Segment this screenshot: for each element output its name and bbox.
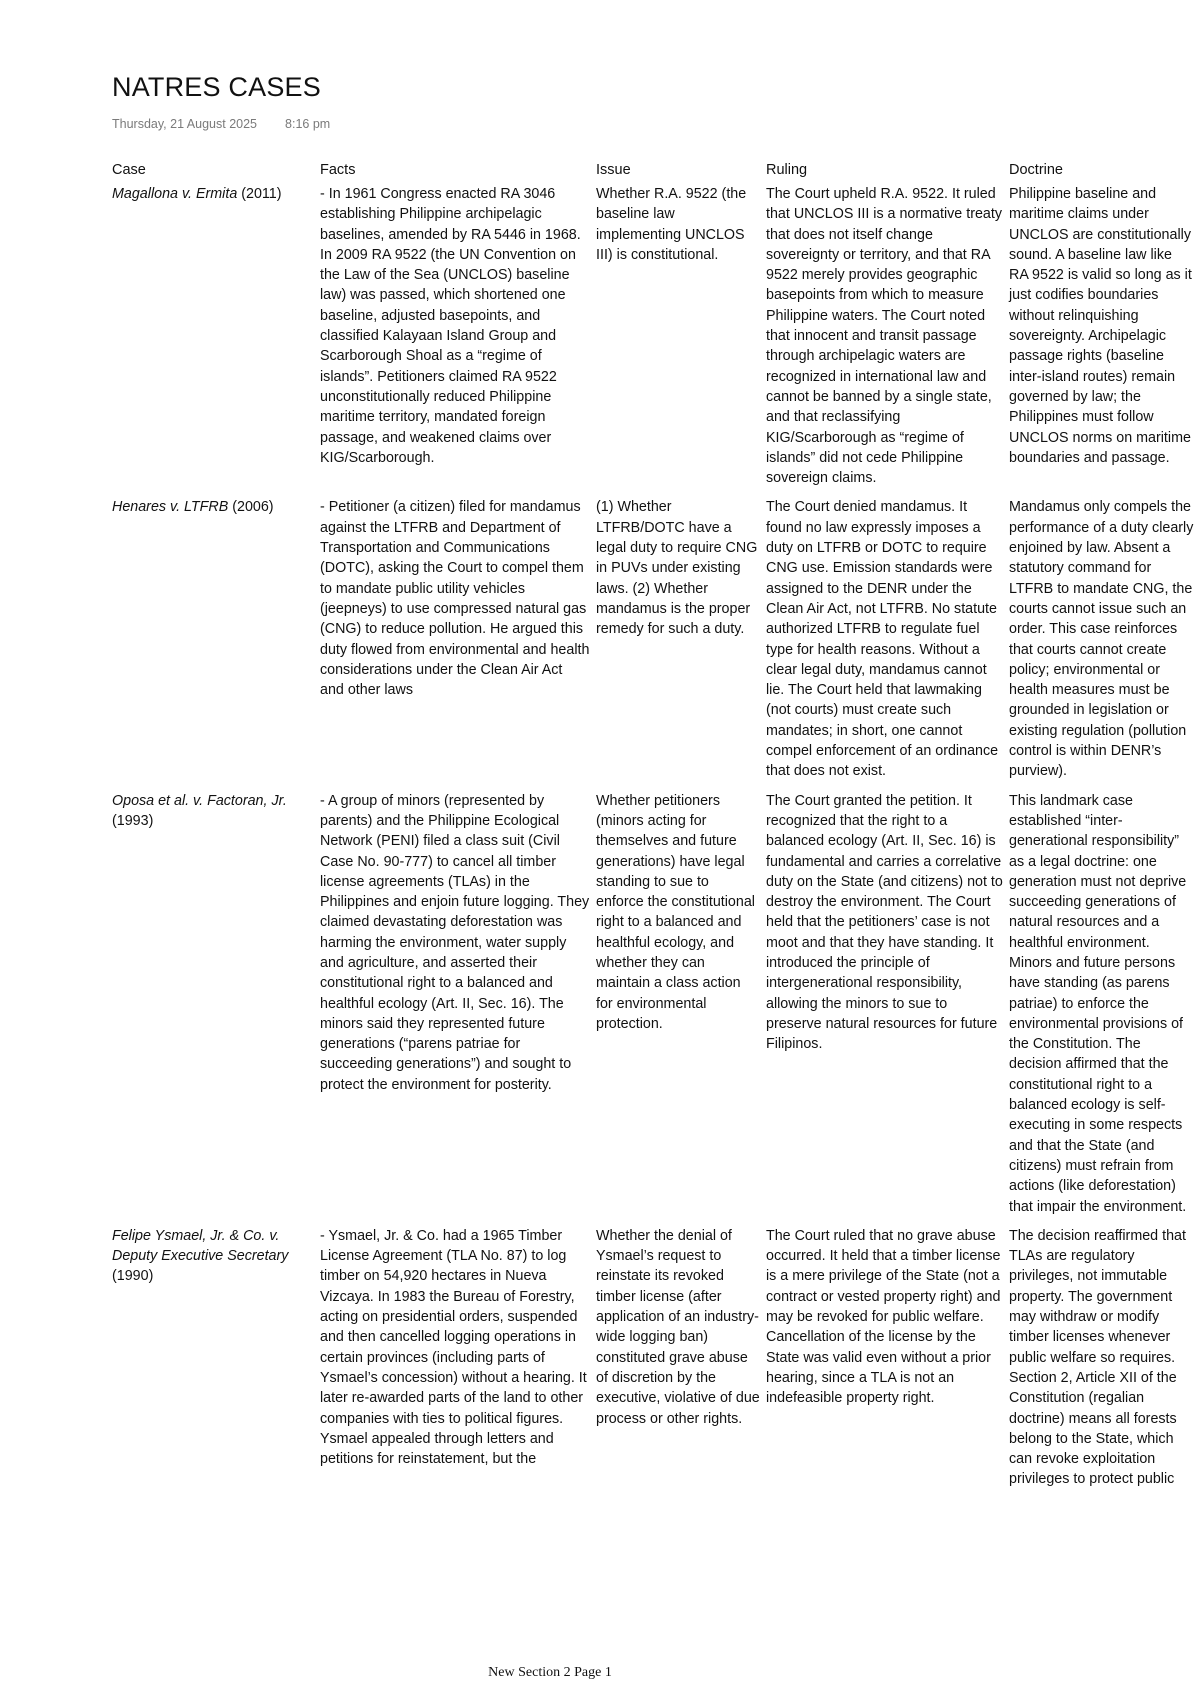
issue-cell: Whether petitioners (minors acting for themselves and future generations) have legal standing to sue to enforce the constitutional right to a balanced and healthful ecology, and whether they can maintain a class action for environmental protection.	[596, 792, 755, 1032]
header-case: Case	[112, 162, 146, 178]
header-ruling: Ruling	[766, 162, 808, 178]
case-cell	[109, 497, 317, 790]
table-row	[109, 791, 1197, 1226]
issue-cell: Whether the denial of Ysmael’s request to reinstate its revoked timber license (after application of an industry-wide logging ban) constituted grave abuse of discretion by the executive, violative of due process or other rights.	[596, 1227, 760, 1427]
page-time: 8:16 pm	[285, 117, 331, 131]
facts-cell: - A group of minors (represented by parents) and the Philippine Ecological Network (PENI) filed a class suit (Civil Case No. 90-777) to cancel all timber license agreements (TLAs) in the Philippines and enjoin future logging. They claimed devastating deforestation was harming the environment, water supply and agriculture, and asserted their constitutional right to a balanced and healthful ecology (Art. II, Sec. 16). The minors said they represented future generations (“parens patriae for succeeding generations”) and sought to protect the environment for posterity.	[320, 792, 590, 1093]
issue-cell: Whether R.A. 9522 (the baseline law implementing UNCLOS III) is constitutional.	[596, 186, 747, 263]
header-issue: Issue	[596, 162, 631, 178]
page-footer	[0, 1665, 1200, 1681]
ruling-cell: The Court denied mandamus. It found no law expressly imposes a duty on LTFRB or DOTC to require CNG use. Emission standards were assigned to the DENR under the Clean Air Act, not LTFRB. No statute authorized LTFRB to regulate fuel type for health reasons. Without a clear legal duty, mandamus cannot lie. The Court held that lawmaking (not courts) must create such mandates; in short, one cannot compel enforcement of an ordinance that does not exist.	[766, 499, 999, 780]
table-row	[109, 184, 1197, 497]
facts-cell: - Ysmael, Jr. & Co. had a 1965 Timber License Agreement (TLA No. 87) to log timber on 54,920 hectares in Nueva Vizcaya. In 1983 the Bureau of Forestry, acting on presidential orders, suspended and then cancelled logging operations in certain provinces (including parts of Ysmael’s concession) without a hearing. It later re-awarded parts of the land to other companies with ties to political figures. Ysmael appealed through letters and petitions for reinstatement, but the	[320, 1227, 587, 1468]
doctrine-cell: This landmark case established “inter-generational responsibility” as a legal doctrine: one generation must not deprive succeeding generations of natural resources and a healthful environment. Minors and future persons have standing (as parens patriae) to enforce the environmental provisions of the Constitution. The decision affirmed that the constitutional right to a balanced ecology is self-executing in some respects and that the State (and citizens) must refrain from actions (like deforestation) that impair the environment.	[1009, 792, 1187, 1215]
case-name: Felipe Ysmael, Jr. & Co. v. Deputy Executive Secretary	[112, 1227, 289, 1265]
case-year: (2011)	[237, 186, 282, 202]
doctrine-cell: Mandamus only compels the performance of a duty clearly enjoined by law. Absent a statutory command for LTFRB to mandate CNG, the courts cannot issue such an order. This case reinforces that courts cannot create policy; environmental or health measures must be grounded in legislation or existing regulation (pollution control is within DENR’s purview).	[1009, 499, 1194, 780]
ruling-cell: The Court ruled that no grave abuse occurred. It held that a timber license is a mere privilege of the State (not a contract or vested property right) and may be revoked for public welfare. Cancellation of the license by the State was valid even without a prior hearing, since a TLA is not an indefeasible property right.	[766, 1227, 1001, 1407]
facts-cell: - Petitioner (a citizen) filed for mandamus against the LTFRB and Department of Transportation and Communications (DOTC), asking the Court to compel them to mandate public utility vehicles (jeepneys) to use compressed natural gas (CNG) to reduce pollution. He argued this duty flowed from environmental and health considerations under the Clean Air Act and other laws	[320, 499, 590, 699]
table-row	[109, 1226, 1197, 1499]
case-name: Magallona v. Ermita	[112, 186, 238, 202]
cases-table	[109, 160, 1197, 1499]
facts-cell: - In 1961 Congress enacted RA 3046 establishing Philippine archipelagic baselines, amended by RA 5446 in 1968. In 2009 RA 9522 (the UN Convention on the Law of the Sea (UNCLOS) baseline law) was passed, which shortened one baseline, adjusted basepoints, and classified Kalayaan Island Group and Scarborough Shoal as a “regime of islands”. Petitioners claimed RA 9522 unconstitutionally reduced Philippine maritime territory, mandated foreign passage, and weakened claims over KIG/Scarborough.	[320, 186, 581, 466]
case-year: (1993)	[112, 812, 154, 829]
case-name: Henares v. LTFRB	[112, 499, 229, 516]
page-date: Thursday, 21 August 2025	[112, 117, 258, 131]
page-meta	[112, 117, 330, 131]
case-cell	[109, 791, 317, 1226]
case-year: (1990)	[112, 1268, 154, 1285]
doctrine-cell: Philippine baseline and maritime claims under UNCLOS are constitutionally sound. A baseline law like RA 9522 is valid so long as it just codifies boundaries without relinquishing sovereignty. Archipelagic passage rights (baseline inter-island routes) remain governed by law; the Philippines must follow UNCLOS norms on maritime boundaries and passage.	[1009, 186, 1192, 466]
case-name: Oposa et al. v. Factoran, Jr.	[112, 792, 287, 809]
issue-cell: (1) Whether LTFRB/DOTC have a legal duty to require CNG in PUVs under existing laws. (2) Whether mandamus is the proper remedy for such a duty.	[596, 499, 758, 638]
table-header-row	[109, 160, 1197, 184]
ruling-cell: The Court upheld R.A. 9522. It ruled that UNCLOS III is a normative treaty that does not itself change sovereignty or territory, and that RA 9522 merely provides geographic basepoints from which to measure Philippine waters. The Court noted that innocent and transit passage through archipelagic waters are recognized in international law and cannot be banned by a single state, and that reclassifying KIG/Scarborough as “regime of islands” did not cede Philippine sovereign claims.	[766, 186, 1002, 487]
case-year: (2006)	[228, 499, 274, 516]
ruling-cell: The Court granted the petition. It recognized that the right to a balanced ecology (Art. II, Sec. 16) is fundamental and carries a correlative duty on the State (and citizens) not to destroy the environment. The Court held that the petitioners’ case is not moot and that they have standing. It introduced the principle of intergenerational responsibility, allowing the minors to sue to preserve natural resources for future Filipinos.	[766, 792, 1003, 1053]
table-row	[109, 497, 1197, 790]
footer-page-label: New Section 2 Page 1	[488, 1665, 612, 1680]
header-facts: Facts	[320, 162, 356, 178]
case-cell	[109, 184, 317, 497]
header-doctrine: Doctrine	[1009, 162, 1063, 178]
doctrine-cell: The decision reaffirmed that TLAs are regulatory privileges, not immutable property. The government may withdraw or modify timber licenses whenever public welfare so requires. Section 2, Article XII of the Constitution (regalian doctrine) means all forests belong to the State, which can revoke exploitation privileges to protect public	[1009, 1227, 1186, 1488]
page-title: NATRES CASES	[112, 72, 321, 102]
case-cell	[109, 1226, 317, 1499]
